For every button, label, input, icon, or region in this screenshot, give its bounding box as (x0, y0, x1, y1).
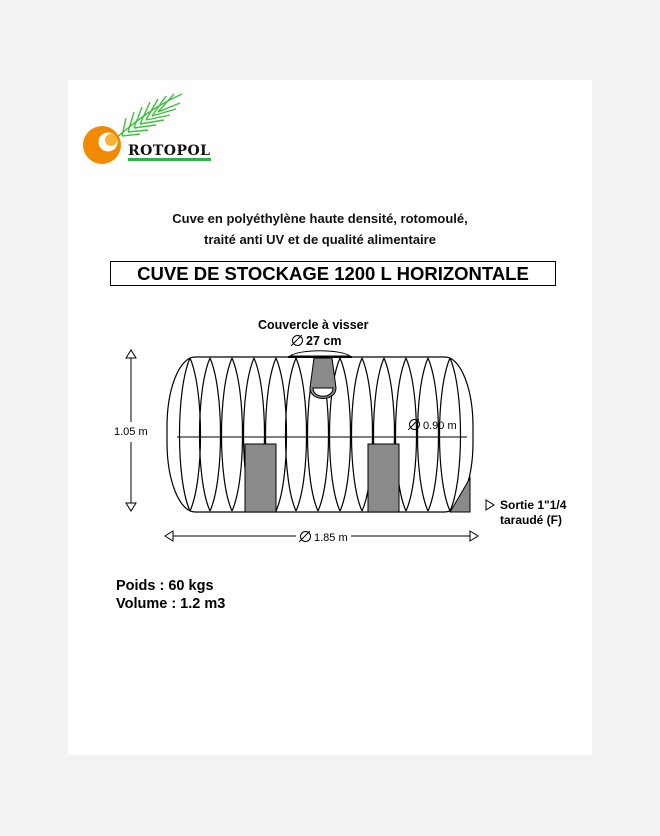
diameter-label: 0.90 m (408, 418, 457, 432)
lid-label: Couvercle à visser (258, 318, 369, 332)
volume-spec: Volume : 1.2 m3 (116, 596, 226, 612)
tank-support-right (368, 444, 399, 512)
diameter-symbol-icon (291, 334, 303, 346)
weight-spec: Poids : 60 kgs (116, 578, 214, 594)
diameter-symbol-icon (299, 530, 311, 542)
page-title: CUVE DE STOCKAGE 1200 L HORIZONTALE (110, 261, 556, 286)
outlet-label-line-1: Sortie 1"1/4 (500, 498, 567, 512)
description-line-1: Cuve en polyéthylène haute densité, rotomoulé, (172, 211, 468, 226)
height-label: 1.05 m (114, 426, 148, 438)
brand-name: ROTOPOL (128, 143, 211, 159)
tank-support-left (245, 444, 276, 512)
description-line-2: traité anti UV et de qualité alimentaire (204, 232, 436, 247)
outlet-arrow (486, 500, 494, 510)
lid-diameter-label: 27 cm (291, 334, 341, 348)
specifications (116, 577, 225, 613)
outlet-label (500, 498, 566, 528)
length-label: 1.85 m (296, 530, 351, 544)
outlet-label-line-2: taraudé (F) (500, 513, 563, 527)
diameter-symbol-icon (408, 418, 420, 430)
